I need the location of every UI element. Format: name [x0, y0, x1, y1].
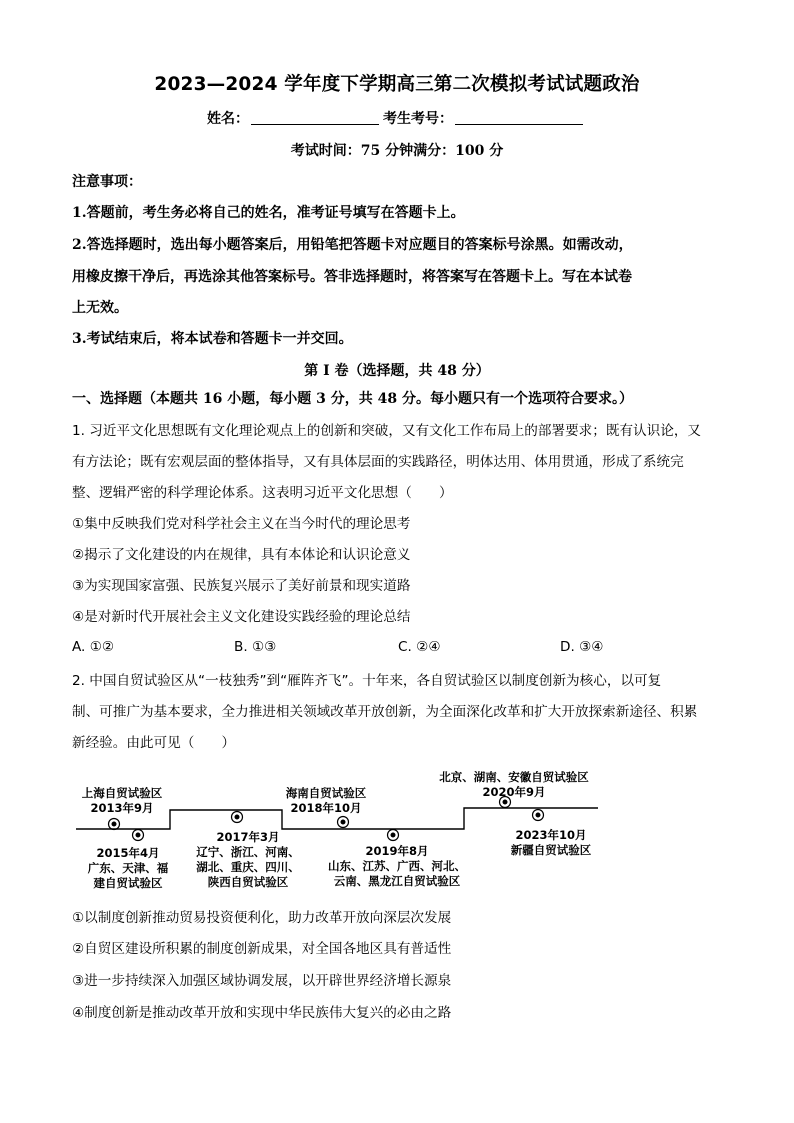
timeline-event-below: 2019年8月 山东、江苏、广西、河北、 云南、黑龙江自贸试验区: [328, 844, 466, 888]
q2-item: ④制度创新是推动改革开放和实现中华民族伟大复兴的必由之路: [72, 1005, 452, 1021]
exam-time: 考试时间：75 分钟满分：100 分: [290, 143, 504, 159]
timeline-event-below: 2023年10月 新疆自贸试验区: [510, 828, 592, 857]
timeline-event-above: 上海自贸试验区 2013年9月: [81, 786, 163, 815]
q2-item: ②自贸区建设所积累的制度创新成果，对全国各地区具有普适性: [72, 941, 452, 957]
q1-option-b[interactable]: B. ①③: [234, 639, 277, 655]
timeline-marker: [109, 819, 120, 830]
q2-item: ①以制度创新推动贸易投资便利化，助力改革开放向深层次发展: [72, 910, 452, 926]
part-title: 一、选择题（本题共 16 小题，每小题 3 分，共 48 分。每小题只有一个选项符合要求。）: [72, 391, 633, 407]
name-label: 姓名：: [207, 111, 249, 127]
note-line: 上无效。: [72, 300, 128, 316]
timeline-event-below: 2015年4月 广东、天津、福 建自贸试验区: [87, 846, 169, 890]
q1-option-d[interactable]: D. ③④: [560, 639, 604, 655]
note-line: 3.考试结束后，将本试卷和答题卡一并交回。: [72, 331, 353, 347]
section-title: 第 I 卷（选择题，共 48 分）: [304, 363, 490, 379]
q1-option-a[interactable]: A. ①②: [72, 639, 115, 655]
exam-no-blank[interactable]: [455, 110, 583, 125]
timeline-marker: [232, 812, 243, 823]
timeline-marker: [338, 817, 349, 828]
timeline-marker: [133, 830, 144, 841]
q2-stem-line: 2. 中国自贸试验区从“一枝独秀”到“雁阵齐飞”。十年来，各自贸试验区以制度创新为核心，以可复: [72, 673, 662, 689]
timeline-marker: [533, 810, 544, 821]
notes-heading: 注意事项：: [72, 174, 142, 190]
q1-stem-line: 有方法论；既有宏观层面的整体指导，又有具体层面的实践路径，明体达用、体用贯通，形成了系统完: [72, 454, 684, 470]
q1-item: ④是对新时代开展社会主义文化建设实践经验的理论总结: [72, 609, 411, 625]
q1-option-c[interactable]: C. ②④: [398, 639, 441, 655]
q2-stem-line: 制、可推广为基本要求，全力推进相关领域改革开放创新，为全面深化改革和扩大开放探索新途径、积累: [72, 704, 698, 720]
q1-stem-line: 1. 习近平文化思想既有文化理论观点上的创新和突破，又有文化工作布局上的部署要求；既有认识论，又: [72, 423, 702, 439]
q1-item: ③为实现国家富强、民族复兴展示了美好前景和现实道路: [72, 578, 411, 594]
q1-stem-line: 整、逻辑严密的科学理论体系。这表明习近平文化思想（ ）: [72, 485, 453, 501]
note-line: 1.答题前，考生务必将自己的姓名，准考证号填写在答题卡上。: [72, 205, 465, 221]
note-line: 用橡皮擦干净后，再选涂其他答案标号。答非选择题时，将答案写在答题卡上。写在本试卷: [72, 269, 632, 285]
exam-title: 2023—2024 学年度下学期高三第二次模拟考试试题政治: [154, 74, 640, 95]
student-info-row: [0, 108, 794, 128]
q2-item: ③进一步持续深入加强区域协调发展，以开辟世界经济增长源泉: [72, 973, 452, 989]
q2-stem-line: 新经验。由此可见（ ）: [72, 735, 236, 751]
timeline-event-above: 北京、湖南、安徽自贸试验区 2020年9月: [439, 770, 589, 799]
fta-timeline: [72, 762, 612, 892]
exam-no-label: 考生考号：: [383, 111, 453, 127]
timeline-marker: [388, 830, 399, 841]
name-blank[interactable]: [251, 110, 379, 125]
q1-item: ①集中反映我们党对科学社会主义在当今时代的理论思考: [72, 516, 411, 532]
note-line: 2.答选择题时，选出每小题答案后，用铅笔把答题卡对应题目的答案标号涂黑。如需改动，: [72, 237, 633, 253]
timeline-event-above: 海南自贸试验区 2018年10月: [285, 786, 367, 815]
q1-item: ②揭示了文化建设的内在规律，具有本体论和认识论意义: [72, 547, 411, 563]
timeline-event-below: 2017年3月 辽宁、浙江、河南、 湖北、重庆、四川、 陕西自贸试验区: [196, 830, 300, 889]
